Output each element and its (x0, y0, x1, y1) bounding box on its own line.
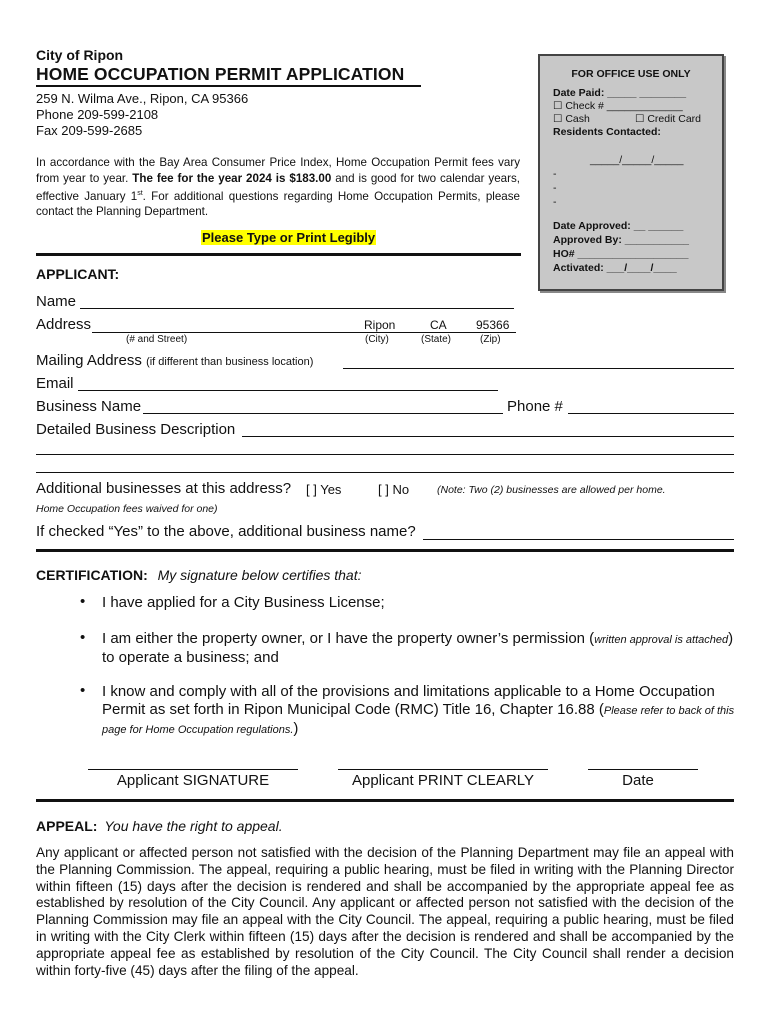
phone-field[interactable] (568, 413, 734, 414)
mailing-field[interactable] (343, 368, 734, 369)
title-underline (36, 85, 421, 87)
description-field-1[interactable] (242, 436, 734, 437)
cert-item-1: I have applied for a City Business License; (102, 594, 385, 611)
if-yes-label: If checked “Yes” to the above, additional business name? (36, 523, 416, 540)
city-fax: Fax 209-599-2685 (36, 123, 143, 138)
name-label: Name (36, 293, 77, 310)
divider-top (36, 253, 521, 256)
office-residents-date: _____/_____/_____ (590, 154, 684, 166)
yes-checkbox[interactable]: [ ] Yes (306, 482, 342, 497)
mailing-label (36, 352, 313, 369)
cert-item-3-italic: Please refer to back of this page for Home Occupation regulations. (102, 705, 735, 736)
office-dash-2: - (553, 182, 557, 194)
description-label: Detailed Business Description (36, 421, 236, 438)
intro-fee: The fee for the year 2024 is $183.00 (132, 171, 332, 185)
mailing-hint: (if different than business location) (146, 356, 314, 368)
business-name-label: Business Name (36, 398, 142, 415)
email-field[interactable] (78, 390, 498, 391)
date-label: Date (622, 772, 654, 789)
divider-bottom (36, 799, 734, 802)
city-address: 259 N. Wilma Ave., Ripon, CA 95366 (36, 91, 249, 106)
cert-item-2-b: ) to operate a business; and (102, 630, 734, 666)
print-name-label: Applicant PRINT CLEARLY (351, 772, 535, 789)
zip-hint: (Zip) (480, 334, 501, 345)
date-field[interactable] (588, 769, 698, 770)
cert-item-3-a: I know and comply with all of the provisions and limitations applicable to a Home Occupation Permit as set forth in Ripon Municipal Code (RMC) Title 16, Chapter 16.88 ( (102, 683, 715, 718)
office-credit: ☐ Credit Card (635, 113, 702, 125)
email-label: Email (36, 375, 74, 392)
description-field-3[interactable] (36, 472, 734, 473)
office-cash: ☐ Cash (553, 113, 590, 125)
cert-item-2-a: I am either the property owner, or I have the property owner’s permission ( (102, 630, 595, 647)
certification-subheading: My signature below certifies that: (157, 567, 362, 583)
appeal-heading: APPEAL: (36, 818, 98, 834)
cert-item-2 (102, 630, 734, 667)
street-hint: (# and Street) (126, 334, 188, 345)
city-state-zip-line (348, 332, 516, 333)
city-value: Ripon (364, 318, 396, 332)
intro-text-a: In accordance with the Bay Area Consumer Price Index, Home Occupation Permit fees vary from year to year. (36, 156, 520, 185)
print-name-field[interactable] (338, 769, 548, 770)
bullet-dot-1: • (80, 593, 86, 610)
intro-paragraph (36, 155, 520, 220)
cert-item-3 (102, 683, 738, 739)
cert-item-3-b: ) (293, 720, 299, 737)
print-legibly-note: Please Type or Print Legibly (202, 230, 376, 245)
office-date-paid: Date Paid: _____ ________ (553, 87, 687, 99)
appeal-body: Any applicant or affected person not satisfied with the decision of the Planning Department may file an appeal with the Planning Commission. The appeal, requiring a public hearing, must be filed in writing with the Planning Director within fifteen (15) days after the decision is rendered and shall be accompanied by the appropriate appeal fee as established by resolution of the City Council. Any applicant or affected person not satisfied with the decision of the Planning Commission may file an appeal with the City Council. The appeal, requiring a public hearing, must be filed in writing with the City Clerk within fifteen (15) days after the decision is rendered and shall be accompanied by the appropriate appeal fee as established by resolution of the City Council. The City Council shall render a decision within forty-five (45) days after the filing of the appeal. (36, 845, 734, 978)
office-dash-3: - (553, 196, 557, 208)
intro-text-c: . For additional questions regarding Home Occupation Permits, please contact the Planning Department. (36, 189, 520, 219)
zip-value: 95366 (476, 318, 510, 332)
appeal-subheading: You have the right to appeal. (104, 818, 283, 834)
office-approved-by: Approved By: ___________ (553, 234, 689, 246)
additional-note-2: Home Occupation fees waived for one) (36, 503, 218, 515)
state-hint: (State) (421, 334, 452, 345)
phone-label: Phone # (507, 398, 563, 415)
intro-text-b: and is good for two calendar years, effective January 1 (36, 171, 520, 203)
street-field[interactable] (92, 332, 348, 333)
office-activated: Activated: ___/____/____ (553, 262, 677, 274)
additional-label: Additional businesses at this address? (36, 480, 292, 497)
office-check: ☐ Check # _____________ (553, 100, 683, 112)
form-title: HOME OCCUPATION PERMIT APPLICATION (36, 64, 405, 84)
office-use-box (538, 54, 724, 291)
additional-note: (Note: Two (2) businesses are allowed per home. (437, 484, 666, 496)
office-ho-number: HO# ___________________ (553, 248, 689, 260)
office-title: FOR OFFICE USE ONLY (571, 68, 691, 80)
mailing-label-text: Mailing Address (36, 352, 142, 369)
business-name-field[interactable] (143, 413, 503, 414)
city-name: City of Ripon (36, 47, 124, 63)
signature-field[interactable] (88, 769, 298, 770)
certification-heading-row (36, 567, 362, 583)
applicant-heading: APPLICANT: (36, 266, 120, 282)
city-phone: Phone 209-599-2108 (36, 107, 159, 122)
no-checkbox[interactable]: [ ] No (378, 482, 410, 497)
divider-mid (36, 549, 734, 552)
intro-sup: st (137, 190, 143, 197)
state-value: CA (430, 318, 447, 332)
address-label: Address (36, 316, 92, 333)
cert-item-2-italic: written approval is attached (594, 634, 729, 646)
office-residents: Residents Contacted: (553, 126, 661, 138)
city-hint: (City) (365, 334, 389, 345)
bullet-dot-2: • (80, 629, 86, 646)
appeal-heading-row (36, 818, 283, 834)
certification-heading: CERTIFICATION: (36, 567, 148, 583)
office-date-approved: Date Approved: __ ______ (553, 220, 684, 232)
bullet-dot-3: • (80, 682, 86, 699)
name-field[interactable] (80, 308, 514, 309)
office-dash-1: - (553, 168, 557, 180)
additional-business-field[interactable] (423, 539, 734, 540)
signature-label: Applicant SIGNATURE (116, 772, 270, 789)
description-field-2[interactable] (36, 454, 734, 455)
